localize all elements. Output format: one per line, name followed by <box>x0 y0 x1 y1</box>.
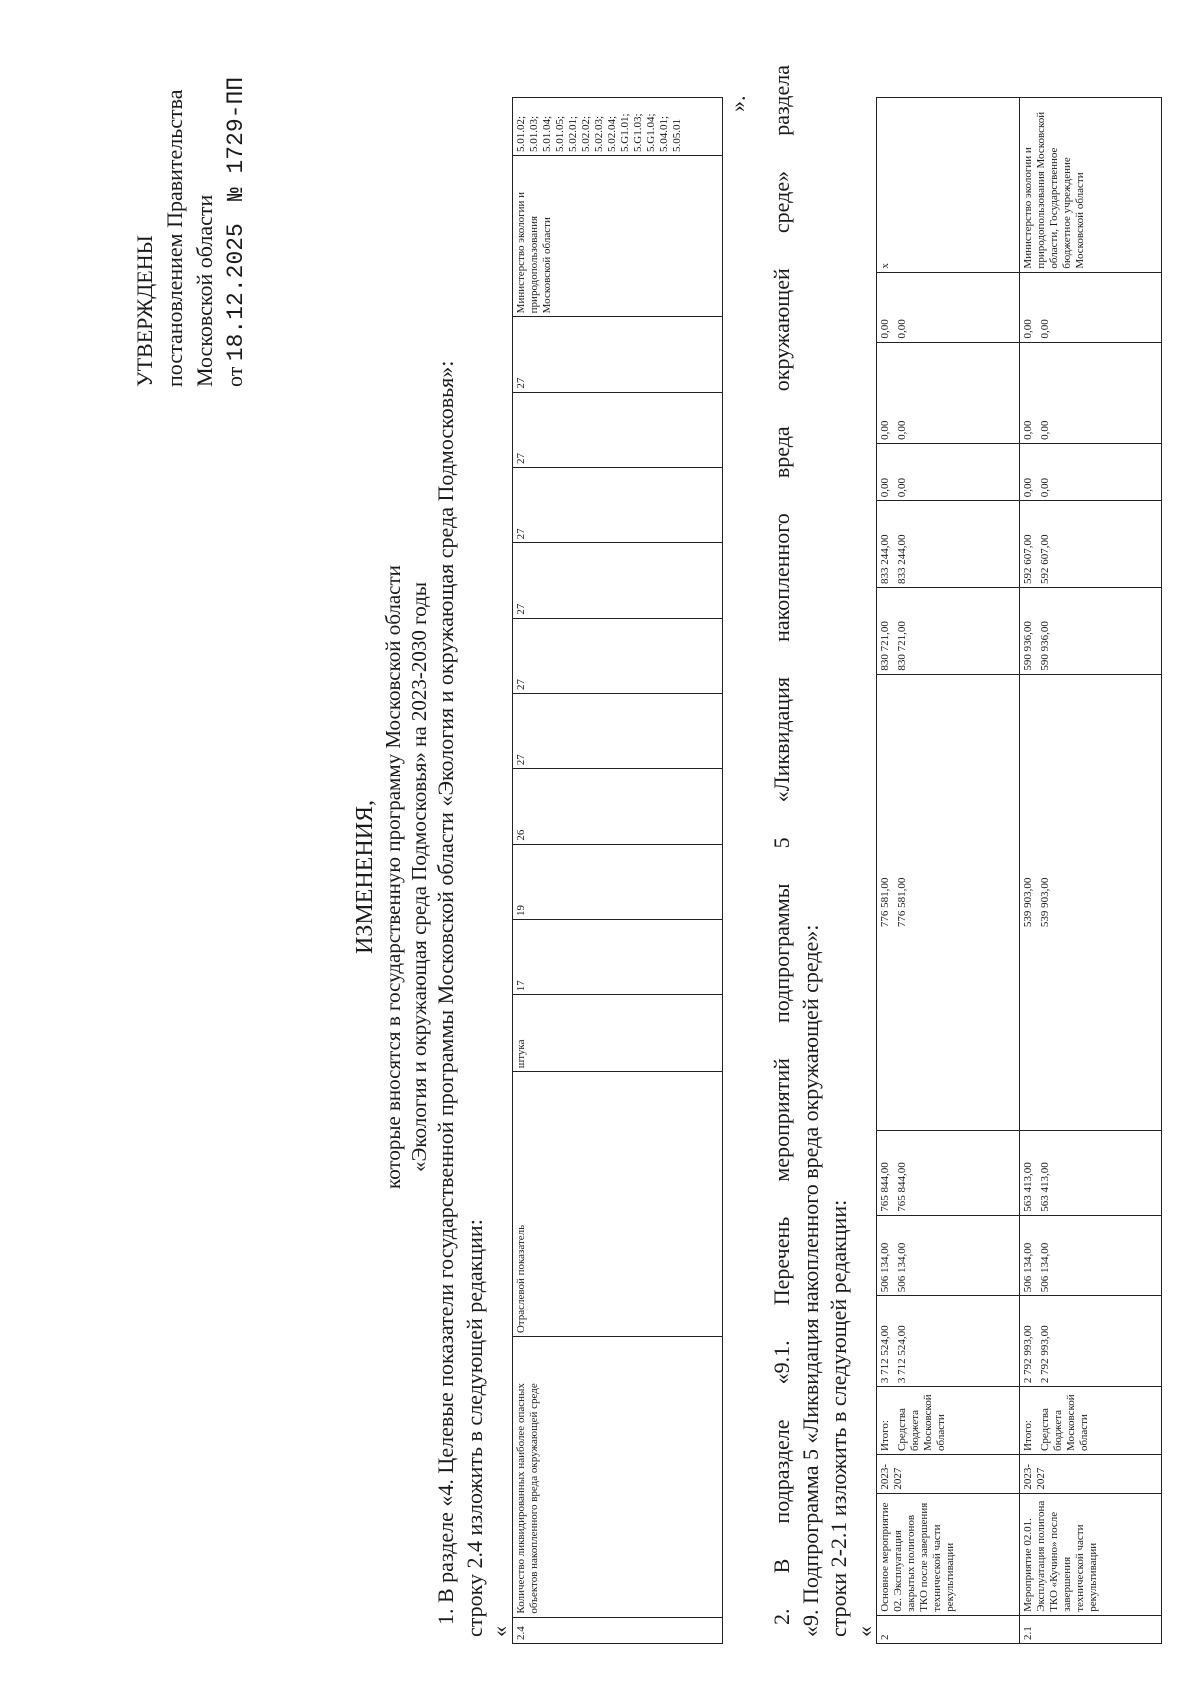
amount-total: 2 792 993,00 <box>1037 1296 1162 1387</box>
amount-2025: 539 903,00 <box>1037 674 1162 1130</box>
amount-2025: 776 581,00 <box>894 674 1019 1130</box>
amount-2029: 0,00 <box>894 342 1019 443</box>
section1-line2: строку 2.4 изложить в следующей редакции: <box>462 1219 487 1637</box>
value-cell: 26 <box>513 769 723 844</box>
amount-2024: 563 413,00 <box>1019 1131 1037 1216</box>
value-cell: 27 <box>513 467 723 542</box>
amount-2029: 0,00 <box>877 342 895 443</box>
amount-2028: 0,00 <box>1019 443 1037 500</box>
amount-2024: 765 844,00 <box>877 1131 895 1216</box>
codes-cell: 5.01.02; 5.01.03; 5.01.04; 5.01.05; 5.02.01; 5.02.02; 5.02.03; 5.02.04; 5.G1.01; 5.G1.03; 5.G1.04; 5.04.01; 5.05.01 <box>513 98 723 156</box>
value-cell: 27 <box>513 693 723 768</box>
responsible-cell: Министерство экологии и природопользования Московской области <box>513 155 723 316</box>
amount-2027: 833 244,00 <box>894 501 1019 588</box>
amount-2026: 590 936,00 <box>1037 587 1162 674</box>
section1-line1: 1. В разделе «4. Целевые показатели государственной программы Московской области «Экология и окружающая среда Подмосковья»: <box>433 360 458 1625</box>
document-title <box>352 427 432 1327</box>
approval-number: № 1729-ПП <box>223 76 249 202</box>
amount-2030: 0,00 <box>877 272 895 342</box>
section2-line2: «9. Подпрограмма 5 «Ликвидация накопленного вреда окружающей среде»: <box>798 924 823 1637</box>
amount-2030: 0,00 <box>894 272 1019 342</box>
activity-years: 2023-2027 <box>1019 1454 1162 1493</box>
approval-line3: Московской области <box>192 194 217 387</box>
section2-open-quote: « <box>852 1626 877 1637</box>
amount-2028: 0,00 <box>1037 443 1162 500</box>
approval-from: от <box>222 366 247 387</box>
table-row <box>1019 98 1037 1644</box>
table-row <box>894 98 1019 1644</box>
amount-total: 3 712 524,00 <box>894 1296 1019 1387</box>
amount-2027: 833 244,00 <box>877 501 895 588</box>
table-row <box>1037 98 1162 1644</box>
value-cell: 27 <box>513 543 723 618</box>
amount-2023: 506 134,00 <box>1019 1215 1037 1295</box>
amount-2026: 830 721,00 <box>894 587 1019 674</box>
indicators-table <box>512 97 723 1644</box>
responsible-cell: Министерство экологии и природопользования Московской области, Государственное бюджетное учреждение Московской области <box>1019 98 1162 273</box>
amount-2027: 592 607,00 <box>1019 501 1037 588</box>
amount-2029: 0,00 <box>1019 342 1037 443</box>
value-cell: 27 <box>513 618 723 693</box>
section2-line3: строки 2-2.1 изложить в следующей редакции: <box>826 1199 851 1637</box>
approval-date: 18.12.2025 <box>223 223 249 362</box>
amount-total: 3 712 524,00 <box>877 1296 895 1387</box>
amount-2028: 0,00 <box>894 443 1019 500</box>
title-line3: «Экология и окружающая среда Подмосковья» на 2023-2030 годы <box>407 582 431 1172</box>
activities-table <box>876 97 1162 1644</box>
amount-2027: 592 607,00 <box>1037 501 1162 588</box>
indicator-unit: штука <box>513 995 723 1072</box>
approval-line2: постановлением Правительства <box>162 89 187 387</box>
activity-name: Мероприятие 02.01. Эксплуатация полигона ТКО «Кучино» после завершения технической части рекультивации <box>1019 1493 1162 1615</box>
activity-years: 2023-2027 <box>877 1454 1020 1493</box>
approval-title: УТВЕРЖДЕНЫ <box>132 235 157 387</box>
indicator-name: Количество ликвидированных наиболее опасных объектов накопленного вреда окружающей среде <box>513 1337 723 1617</box>
indicator-type: Отраслевой показатель <box>513 1072 723 1337</box>
value-cell: 27 <box>513 317 723 392</box>
amount-2030: 0,00 <box>1037 272 1162 342</box>
amount-2025: 776 581,00 <box>877 674 895 1130</box>
amount-2023: 506 134,00 <box>1037 1215 1162 1295</box>
responsible-cell: х <box>877 98 1020 273</box>
activity-name: Основное мероприятие 02. Эксплуатация закрытых полигонов ТКО после завершения технической части рекультивации <box>877 1493 1020 1615</box>
value-cell: 19 <box>513 844 723 919</box>
section1-close-quote: ». <box>725 95 750 112</box>
value-cell: 17 <box>513 919 723 994</box>
table-row <box>877 98 895 1644</box>
amount-2025: 539 903,00 <box>1019 674 1037 1130</box>
amount-2023: 506 134,00 <box>877 1215 895 1295</box>
amount-2028: 0,00 <box>877 443 895 500</box>
source-total: Итого: <box>877 1387 895 1455</box>
source-budget: Средства бюджета Московской области <box>1037 1387 1162 1455</box>
approval-block <box>130 27 251 387</box>
title-line2: которые вносятся в государственную программу Московской области <box>381 565 405 1189</box>
amount-2029: 0,00 <box>1037 342 1162 443</box>
amount-2024: 765 844,00 <box>894 1131 1019 1216</box>
amount-total: 2 792 993,00 <box>1019 1296 1037 1387</box>
source-total: Итого: <box>1019 1387 1037 1455</box>
amount-2024: 563 413,00 <box>1037 1131 1162 1216</box>
amount-2026: 590 936,00 <box>1019 587 1037 674</box>
approval-line4 <box>220 27 251 387</box>
row-number: 2.1 <box>1019 1615 1162 1643</box>
value-cell: 27 <box>513 392 723 467</box>
amount-2023: 506 134,00 <box>894 1215 1019 1295</box>
row-number: 2.4 <box>513 1617 723 1643</box>
section2-line1: 2. В подразделе «9.1. Перечень мероприятий подпрограммы 5 «Ликвидация накопленного вреда окружающей среде» раздела <box>769 65 794 1625</box>
section1-open-quote: « <box>487 1626 512 1637</box>
row-number: 2 <box>877 1615 1020 1643</box>
amount-2030: 0,00 <box>1019 272 1037 342</box>
source-budget: Средства бюджета Московской области <box>894 1387 1019 1455</box>
amount-2026: 830 721,00 <box>877 587 895 674</box>
title-heading: ИЗМЕНЕНИЯ, <box>352 799 378 955</box>
